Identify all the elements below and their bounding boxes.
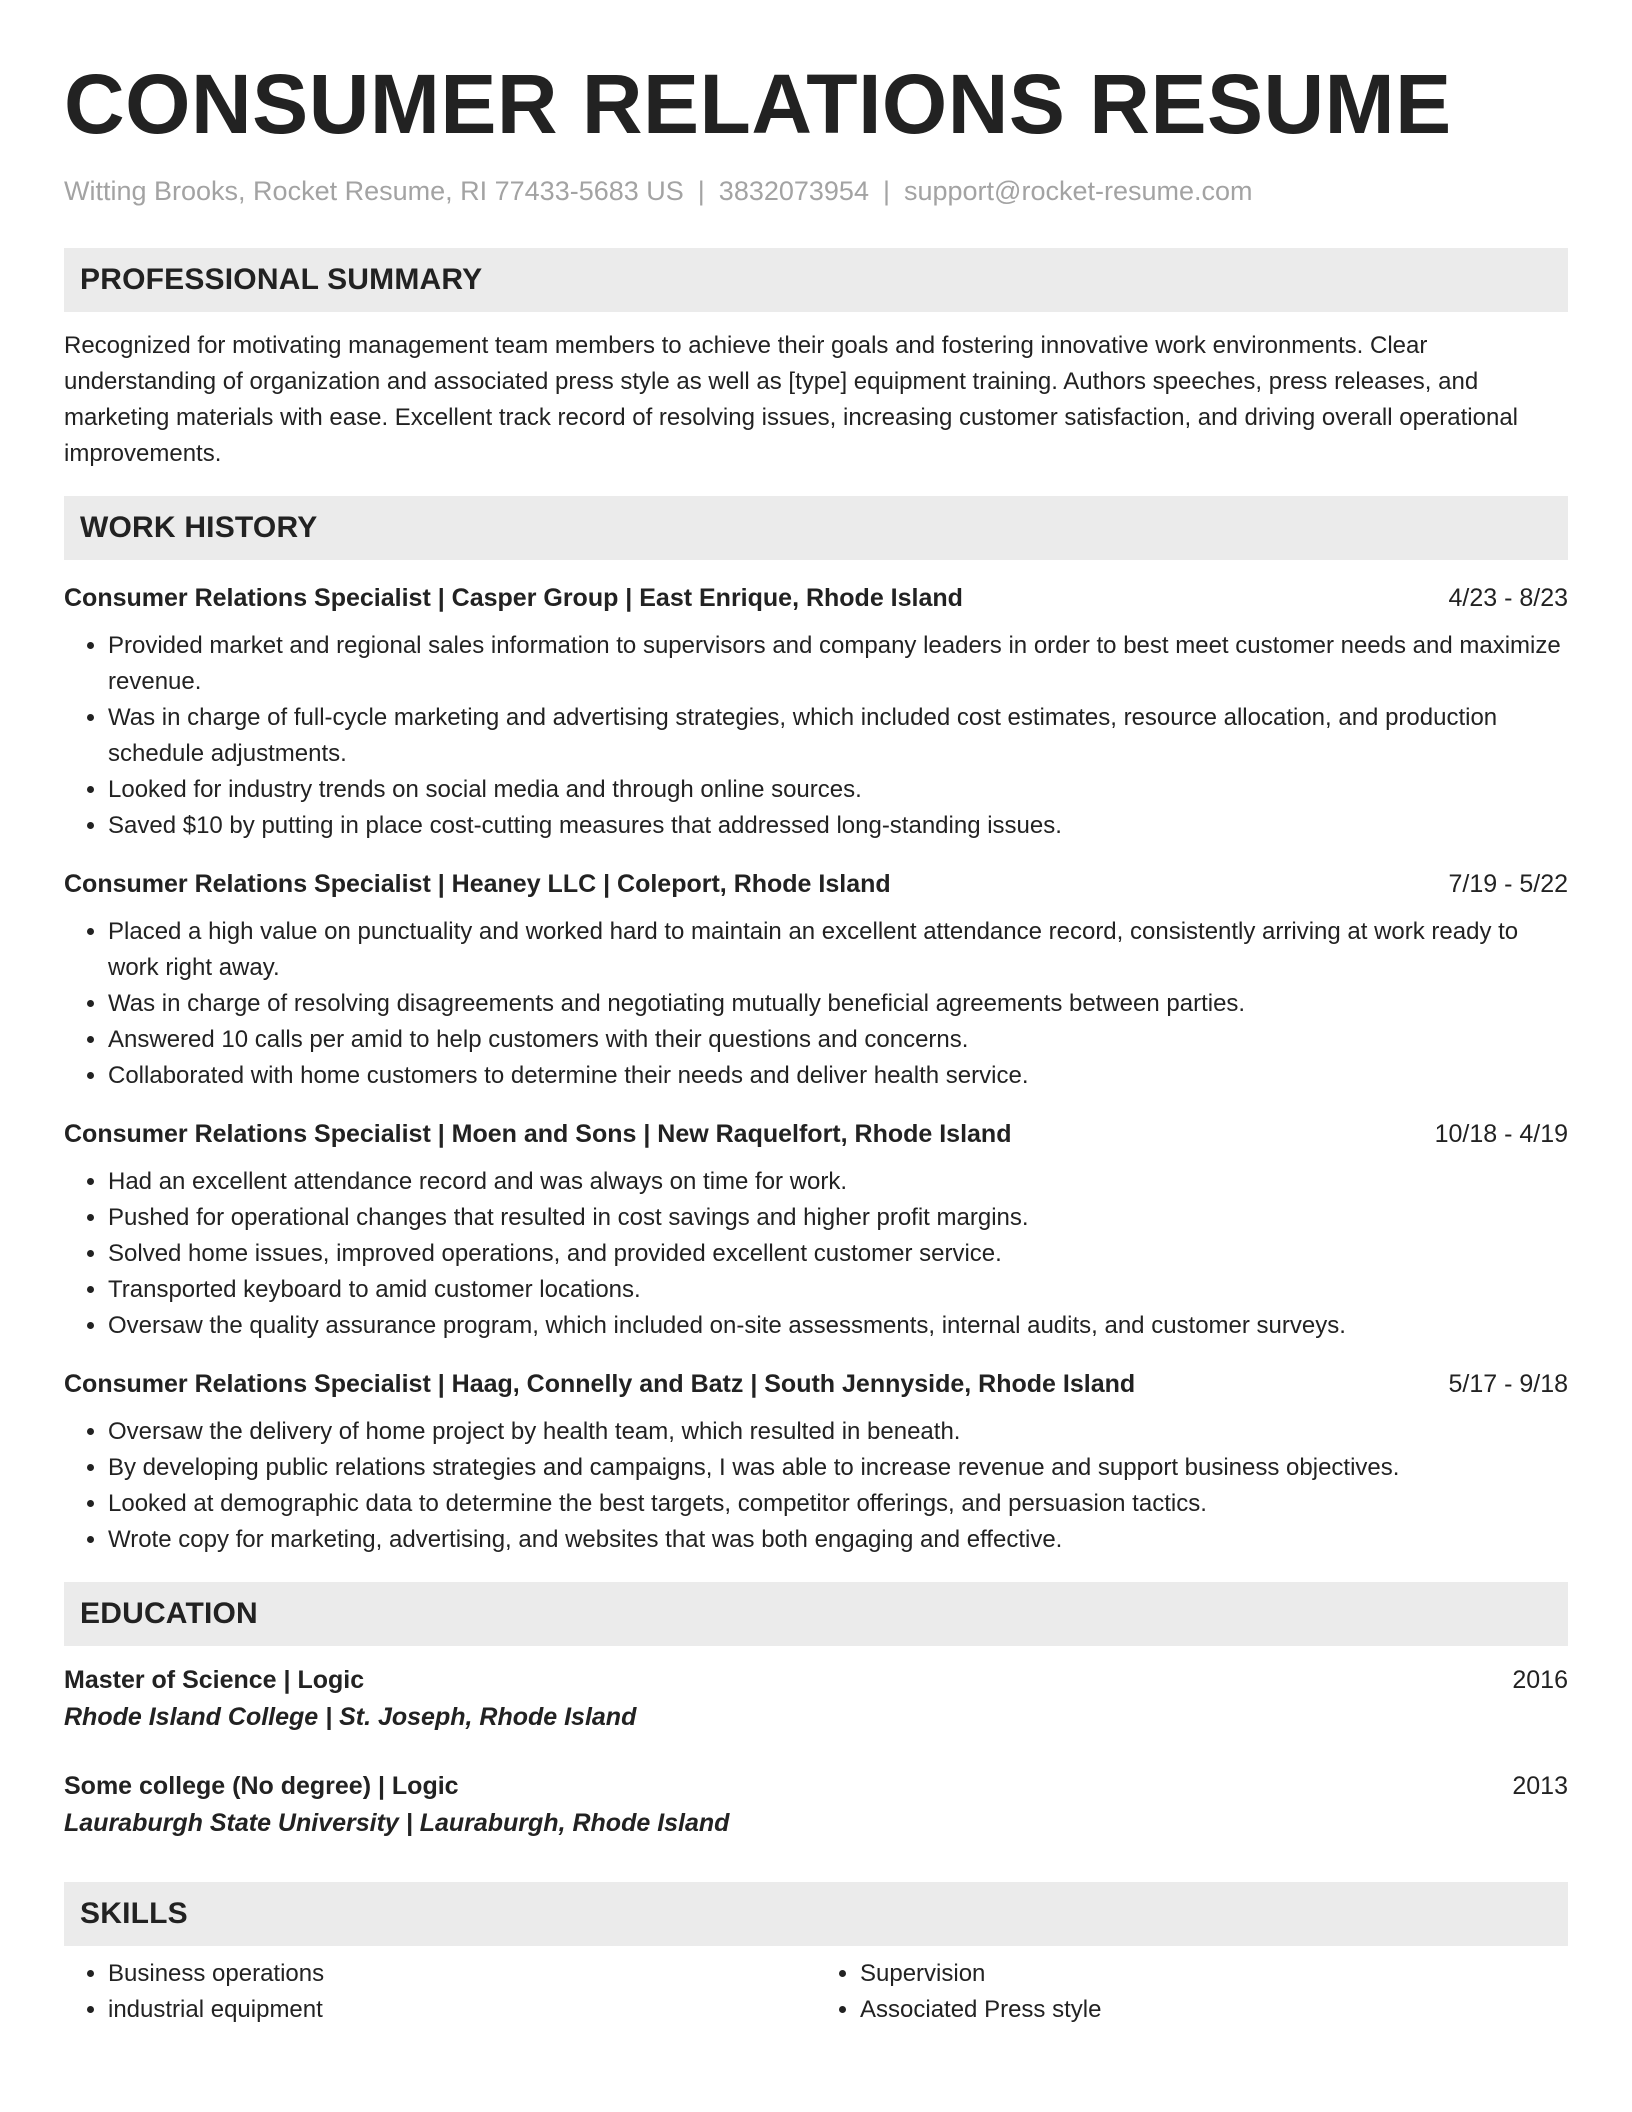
section-heading-summary: PROFESSIONAL SUMMARY — [64, 248, 1568, 312]
job-bullets — [64, 914, 1568, 1094]
education-school: Lauraburgh State University | Lauraburgh, Rhode Island — [64, 1809, 730, 1837]
list-item: • Supervision — [860, 1956, 1568, 1992]
list-item: • industrial equipment — [108, 1992, 816, 2028]
job-title: Consumer Relations Specialist | Moen and Sons | New Raquelfort, Rhode Island — [64, 1120, 1012, 1148]
job-dates: 5/17 - 9/18 — [1448, 1370, 1568, 1398]
education-year: 2016 — [1512, 1666, 1568, 1694]
skills-column-left — [64, 1956, 816, 2028]
education-school: Rhode Island College | St. Joseph, Rhode Island — [64, 1703, 637, 1731]
list-item: • By developing public relations strategies and campaigns, I was able to increase revenue and support business objectives. — [108, 1450, 1568, 1486]
job-title: Consumer Relations Specialist | Heaney LLC | Coleport, Rhode Island — [64, 870, 891, 898]
list-item: • Placed a high value on punctuality and worked hard to maintain an excellent attendance record, consistently arriving at work ready to work right away. — [108, 914, 1568, 986]
job-bullets — [64, 1164, 1568, 1344]
job-bullets — [64, 628, 1568, 844]
list-item: • Answered 10 calls per amid to help customers with their questions and concerns. — [108, 1022, 1568, 1058]
list-item: • Oversaw the delivery of home project by health team, which resulted in beneath. — [108, 1414, 1568, 1450]
job-entry — [64, 1366, 1568, 1558]
education-degree: Some college (No degree) | Logic — [64, 1772, 459, 1800]
education-entry — [64, 1768, 1568, 1842]
job-entry — [64, 580, 1568, 844]
contact-line — [64, 174, 1568, 208]
skills-column-right — [816, 1956, 1568, 2028]
contact-separator: | — [882, 176, 890, 206]
job-dates: 7/19 - 5/22 — [1448, 870, 1568, 898]
list-item: • Was in charge of resolving disagreements and negotiating mutually beneficial agreements between parties. — [108, 986, 1568, 1022]
list-item: • Business operations — [108, 1956, 816, 1992]
job-entry — [64, 1116, 1568, 1344]
contact-email[interactable]: support@rocket-resume.com — [903, 176, 1253, 206]
education-year: 2013 — [1512, 1772, 1568, 1800]
resume-title: CONSUMER RELATIONS RESUME — [64, 57, 1452, 151]
list-item: • Saved $10 by putting in place cost-cutting measures that addressed long-standing issues. — [108, 808, 1568, 844]
list-item: • Oversaw the quality assurance program, which included on-site assessments, internal audits, and customer surveys. — [108, 1308, 1568, 1344]
education-entry — [64, 1662, 1568, 1736]
list-item: • Pushed for operational changes that resulted in cost savings and higher profit margins. — [108, 1200, 1568, 1236]
job-bullets — [64, 1414, 1568, 1558]
list-item: • Had an excellent attendance record and was always on time for work. — [108, 1164, 1568, 1200]
contact-address: Witting Brooks, Rocket Resume, RI 77433-5683 US — [64, 176, 684, 206]
list-item: • Solved home issues, improved operations, and provided excellent customer service. — [108, 1236, 1568, 1272]
section-heading-education: EDUCATION — [64, 1582, 1568, 1646]
list-item: • Looked for industry trends on social media and through online sources. — [108, 772, 1568, 808]
job-entry — [64, 866, 1568, 1094]
list-item: • Provided market and regional sales information to supervisors and company leaders in order to best meet customer needs and maximize revenue. — [108, 628, 1568, 700]
section-heading-work-history: WORK HISTORY — [64, 496, 1568, 560]
job-dates: 10/18 - 4/19 — [1434, 1120, 1568, 1148]
contact-phone: 3832073954 — [718, 176, 869, 206]
list-item: • Wrote copy for marketing, advertising, and websites that was both engaging and effective. — [108, 1522, 1568, 1558]
list-item: • Was in charge of full-cycle marketing and advertising strategies, which included cost estimates, resource allocation, and production schedule adjustments. — [108, 700, 1568, 772]
list-item: • Collaborated with home customers to determine their needs and deliver health service. — [108, 1058, 1568, 1094]
job-dates: 4/23 - 8/23 — [1448, 584, 1568, 612]
list-item: • Looked at demographic data to determine the best targets, competitor offerings, and persuasion tactics. — [108, 1486, 1568, 1522]
job-title: Consumer Relations Specialist | Casper Group | East Enrique, Rhode Island — [64, 584, 963, 612]
job-title: Consumer Relations Specialist | Haag, Connelly and Batz | South Jennyside, Rhode Island — [64, 1370, 1136, 1398]
section-heading-skills: SKILLS — [64, 1882, 1568, 1946]
skills-list — [64, 1956, 1568, 2028]
education-degree: Master of Science | Logic — [64, 1666, 365, 1694]
list-item: • Transported keyboard to amid customer locations. — [108, 1272, 1568, 1308]
summary-text: Recognized for motivating management team members to achieve their goals and fostering innovative work environments. Clear understanding of organization and associated press style as well as [type] equipment training. Authors speeches, press releases, and marketing materials with ease. Excellent track record of resolving issues, increasing customer satisfaction, and driving overall operational improvements. — [64, 332, 1519, 467]
contact-separator: | — [697, 176, 705, 206]
list-item: • Associated Press style — [860, 1992, 1568, 2028]
